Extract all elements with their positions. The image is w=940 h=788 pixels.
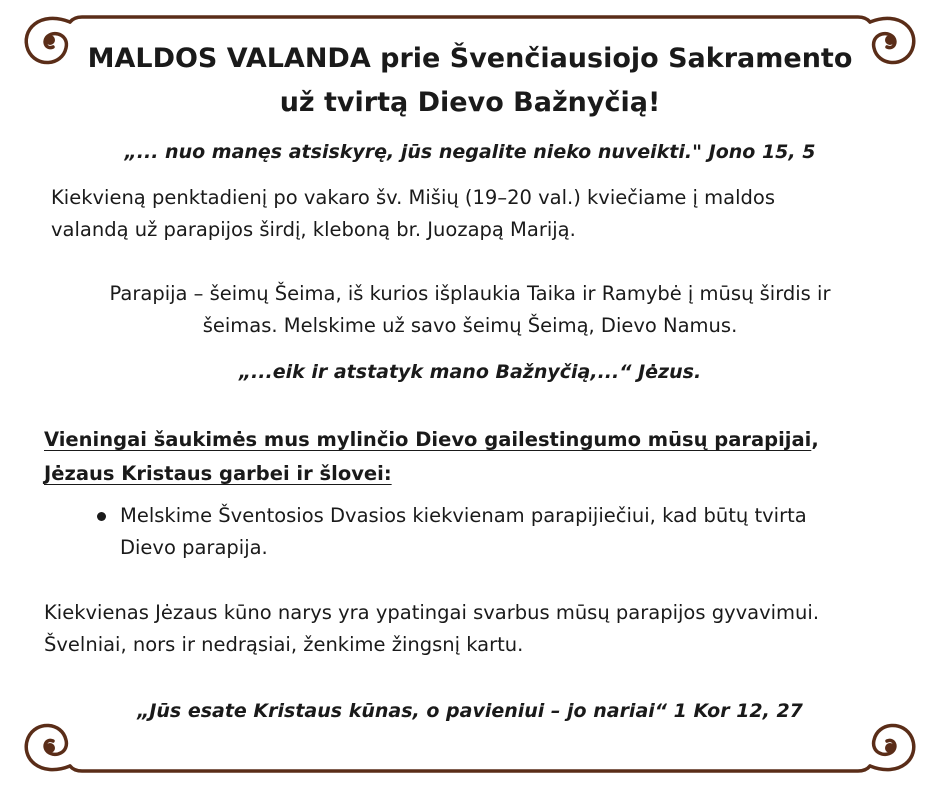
invitation-line-1: Kiekvieną penktadienį po vakaro šv. Mišių (19–20 val.) kviečiame į maldos	[51, 186, 775, 209]
invitation-line-2: valandą už parapijos širdį, kleboną br. Juozapą Mariją.	[51, 218, 576, 241]
bullet-line-2: Dievo parapija.	[120, 536, 268, 559]
body-member-line-2: Švelniai, nors ir nedrąsiai, ženkime žingsnį kartu.	[44, 633, 524, 656]
parish-line-1: Parapija – šeimų Šeima, iš kurios išplaukia Taika ir Ramybė į mūsų širdis ir	[109, 282, 831, 305]
bullet-icon	[97, 512, 106, 521]
prayer-heading-line-1	[44, 424, 819, 456]
parish-paragraph	[0, 278, 940, 342]
prayer-heading-text-1: Vieningai šaukimės mus mylinčio Dievo gailestingumo mūsų parapijai	[44, 428, 812, 451]
prayer-heading-text-2: Jėzaus Kristaus garbei ir šlovei:	[44, 462, 392, 485]
body-member-line-1: Kiekvienas Jėzaus kūno narys yra ypatingai svarbus mūsų parapijos gyvavimui.	[44, 601, 820, 624]
bullet-line-1: Melskime Šventosios Dvasios kiekvienam parapijiečiui, kad būtų tvirta	[120, 504, 807, 527]
page-title-line-2: už tvirtą Dievo Bažnyčią!	[279, 87, 661, 118]
invitation-paragraph	[51, 182, 911, 246]
parish-line-2: šeimas. Melskime už savo šeimų Šeimą, Dievo Namus.	[202, 314, 738, 337]
page-title-line-1: MALDOS VALANDA prie Švenčiausiojo Sakramento	[87, 43, 853, 74]
prayer-bullet-item	[120, 500, 920, 564]
frame-top-line	[70, 17, 870, 22]
prayer-heading-line-2	[44, 458, 392, 490]
scripture-quote-corinthians: „Jūs esate Kristaus kūnas, o pavieniui – jo nariai“ 1 Kor 12, 27	[137, 700, 803, 722]
scripture-quote-jesus: „...eik ir atstatyk mano Bažnyčią,...“ Jėzus.	[238, 361, 702, 383]
frame-bottom-line	[70, 766, 870, 771]
scripture-quote-john: „... nuo manęs atsiskyrę, jūs negalite nieko nuveikti." Jono 15, 5	[124, 141, 816, 163]
prayer-heading-comma: ,	[811, 428, 819, 451]
body-member-paragraph	[44, 597, 934, 661]
